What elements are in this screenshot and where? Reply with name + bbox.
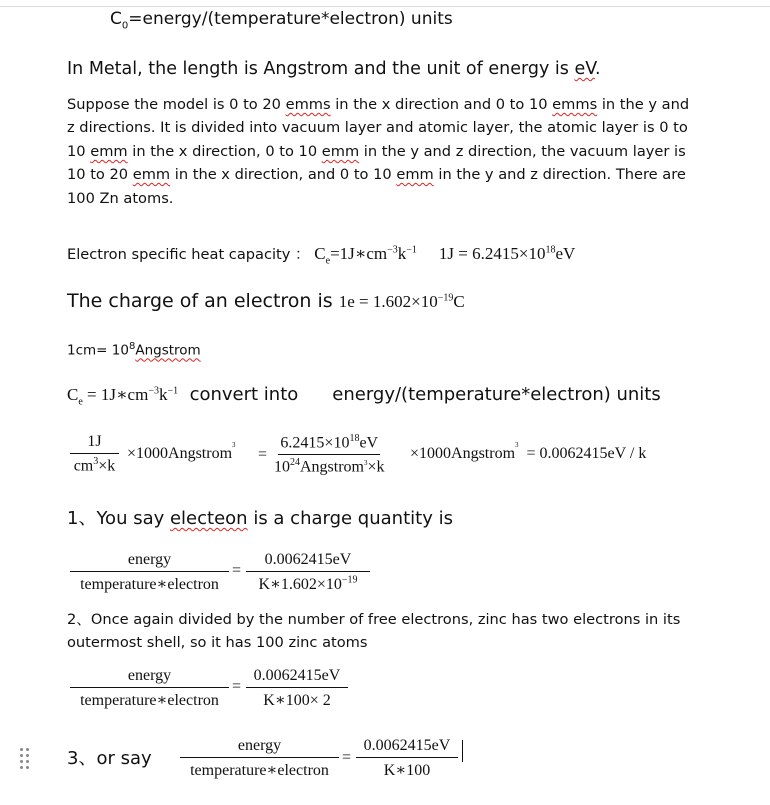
period: .	[594, 59, 601, 79]
unit-word: emms	[285, 96, 331, 113]
section-1-heading	[67, 504, 453, 530]
energy-per-temp-electron-fraction-1	[70, 551, 229, 594]
units-line	[110, 9, 453, 31]
drag-handle-icon[interactable]	[20, 748, 30, 770]
electeon-word: electeon	[169, 508, 248, 529]
electron-charge-label: The charge of an electron is	[67, 290, 339, 312]
temperature-electron-denominator: temperature∗electron	[80, 692, 219, 709]
paragraph-text: in the x direction, and 0 to 10	[170, 166, 397, 184]
paragraph-text: Suppose the model is 0 to 20	[67, 96, 286, 113]
unit-word: emm	[396, 166, 434, 184]
conversion-result: = 0.0062415eV / k	[526, 445, 647, 462]
result-numerator: 0.0062415eV	[246, 551, 370, 572]
heat-capacity-line	[67, 243, 575, 266]
cm-exponent: −3	[387, 244, 398, 256]
ten-exponent: 24	[290, 457, 300, 469]
c0-subscript: 0	[121, 20, 129, 32]
k-exponent: −1	[406, 244, 417, 256]
electron-charge-line	[67, 290, 465, 312]
units-text: =energy/(temperature*electron) units	[128, 9, 453, 29]
k-symbol: k	[158, 385, 168, 404]
result-fraction-1	[246, 551, 370, 594]
model-description-paragraph	[67, 93, 697, 210]
numerator-exponent: 18	[349, 433, 360, 444]
result-fraction-3	[356, 737, 458, 780]
k-symbol: k	[397, 244, 407, 263]
result-numerator: 0.0062415eV	[356, 737, 458, 758]
result-numerator: 0.0062415eV	[246, 667, 348, 688]
section-1-suffix: is a charge quantity is	[247, 508, 453, 529]
ev-word: eV	[574, 59, 595, 79]
angstrom-text: Angstrom	[300, 458, 364, 476]
energy-numerator: energy	[180, 737, 339, 758]
ce-symbol: C	[314, 244, 326, 263]
section-2-text: 2、Once again divided by the number of free electrons, zinc has two electrons in its outermost shell, so it has 100 zinc atoms	[67, 611, 681, 652]
cm-cube: 3	[93, 456, 99, 467]
charge-value: 1e = 1.602×10	[338, 292, 438, 311]
charge-exponent: −19	[341, 574, 358, 586]
cm-exponent: −3	[148, 385, 159, 397]
cm-exponent: 8	[128, 341, 136, 352]
page-top-border	[0, 6, 770, 7]
temperature-electron-denominator: temperature∗electron	[80, 576, 219, 593]
ce-symbol: C	[67, 385, 79, 404]
volume-cube: 3	[515, 440, 519, 449]
heat-capacity-label: Electron specific heat capacity ：	[67, 246, 315, 263]
convert-into-text: convert into	[189, 384, 299, 405]
energy-per-temp-electron-fraction-2	[70, 667, 229, 710]
result-fraction-2	[246, 667, 348, 710]
paragraph-text: in the x direction, 0 to 10	[127, 142, 322, 160]
fraction-numerator: 1J	[70, 433, 119, 454]
section-3-text: 3、or say	[67, 748, 152, 769]
ce-subscript: e	[78, 396, 83, 408]
section-1-prefix: 1、You say	[67, 508, 170, 529]
text-cursor	[462, 740, 463, 762]
numerator-value: 6.2415×10	[280, 434, 350, 452]
energy-numerator: energy	[70, 667, 229, 688]
angstrom-cube: 3	[364, 459, 368, 468]
unit-word: emm	[132, 166, 171, 184]
unit-word: emm	[321, 142, 360, 160]
energy-numerator: energy	[70, 551, 229, 572]
heat-value: = 1J∗cm	[82, 385, 149, 404]
energy-per-temp-electron-fraction-3	[180, 737, 339, 780]
charge-exponent: −19	[437, 292, 454, 304]
metal-units-heading	[67, 59, 601, 79]
ce-subscript: e	[325, 255, 331, 267]
equals-sign: =	[258, 446, 268, 463]
target-units-text: energy/(temperature*electron) units	[332, 384, 661, 405]
volume-term: ×1000Angstrom	[410, 445, 516, 462]
heat-value: =1J∗cm	[330, 244, 388, 263]
ev-per-angstrom-fraction	[272, 433, 387, 477]
times-k: ×k	[367, 458, 385, 476]
cm-value: 1cm= 10	[67, 342, 129, 359]
volume-cube: 3	[232, 440, 236, 449]
cm-text: cm	[73, 457, 94, 475]
equals-sign: =	[232, 562, 242, 579]
multiply-volume-2	[410, 440, 647, 463]
metal-units-text: In Metal, the length is Angstrom and the unit of energy is	[67, 59, 575, 79]
ev-unit: eV	[555, 244, 576, 263]
unit-word: emm	[90, 142, 128, 160]
paragraph-text: in the y and z directions. It is divided into vacuum layer and atomic layer, the atomic layer is 0 to 10	[67, 96, 690, 160]
paragraph-text: in the y and z direction. There are 100 Zn atoms.	[67, 166, 686, 207]
equals-sign: =	[232, 678, 242, 695]
unit-word: emms	[552, 96, 598, 113]
ten-text: 10	[274, 458, 290, 476]
volume-term: ×1000Angstrom	[127, 445, 233, 462]
coulomb-unit: C	[453, 292, 465, 311]
multiply-volume-1	[127, 440, 236, 463]
angstrom-word: Angstrom	[135, 342, 201, 359]
k-exponent: −1	[167, 385, 179, 397]
cm-angstrom-line	[67, 341, 201, 359]
result-denominator: K∗100× 2	[263, 692, 331, 709]
c0-symbol: C	[110, 9, 122, 29]
joule-exponent: 18	[545, 244, 556, 256]
equals-sign: =	[342, 749, 352, 766]
times-k: ×k	[98, 457, 116, 475]
ev-unit: eV	[359, 434, 379, 452]
convert-line	[67, 384, 661, 407]
temperature-electron-denominator: temperature∗electron	[190, 762, 329, 779]
paragraph-text: in the x direction and 0 to 10	[330, 96, 553, 113]
paragraph-text: in the y and z direction, the vacuum layer is 10 to 20	[67, 142, 686, 184]
joule-conversion: 1J = 6.2415×10	[438, 244, 546, 263]
joule-per-cm3-fraction	[70, 433, 119, 475]
result-denominator: K∗1.602×10	[258, 576, 342, 593]
result-denominator: K∗100	[383, 762, 431, 779]
